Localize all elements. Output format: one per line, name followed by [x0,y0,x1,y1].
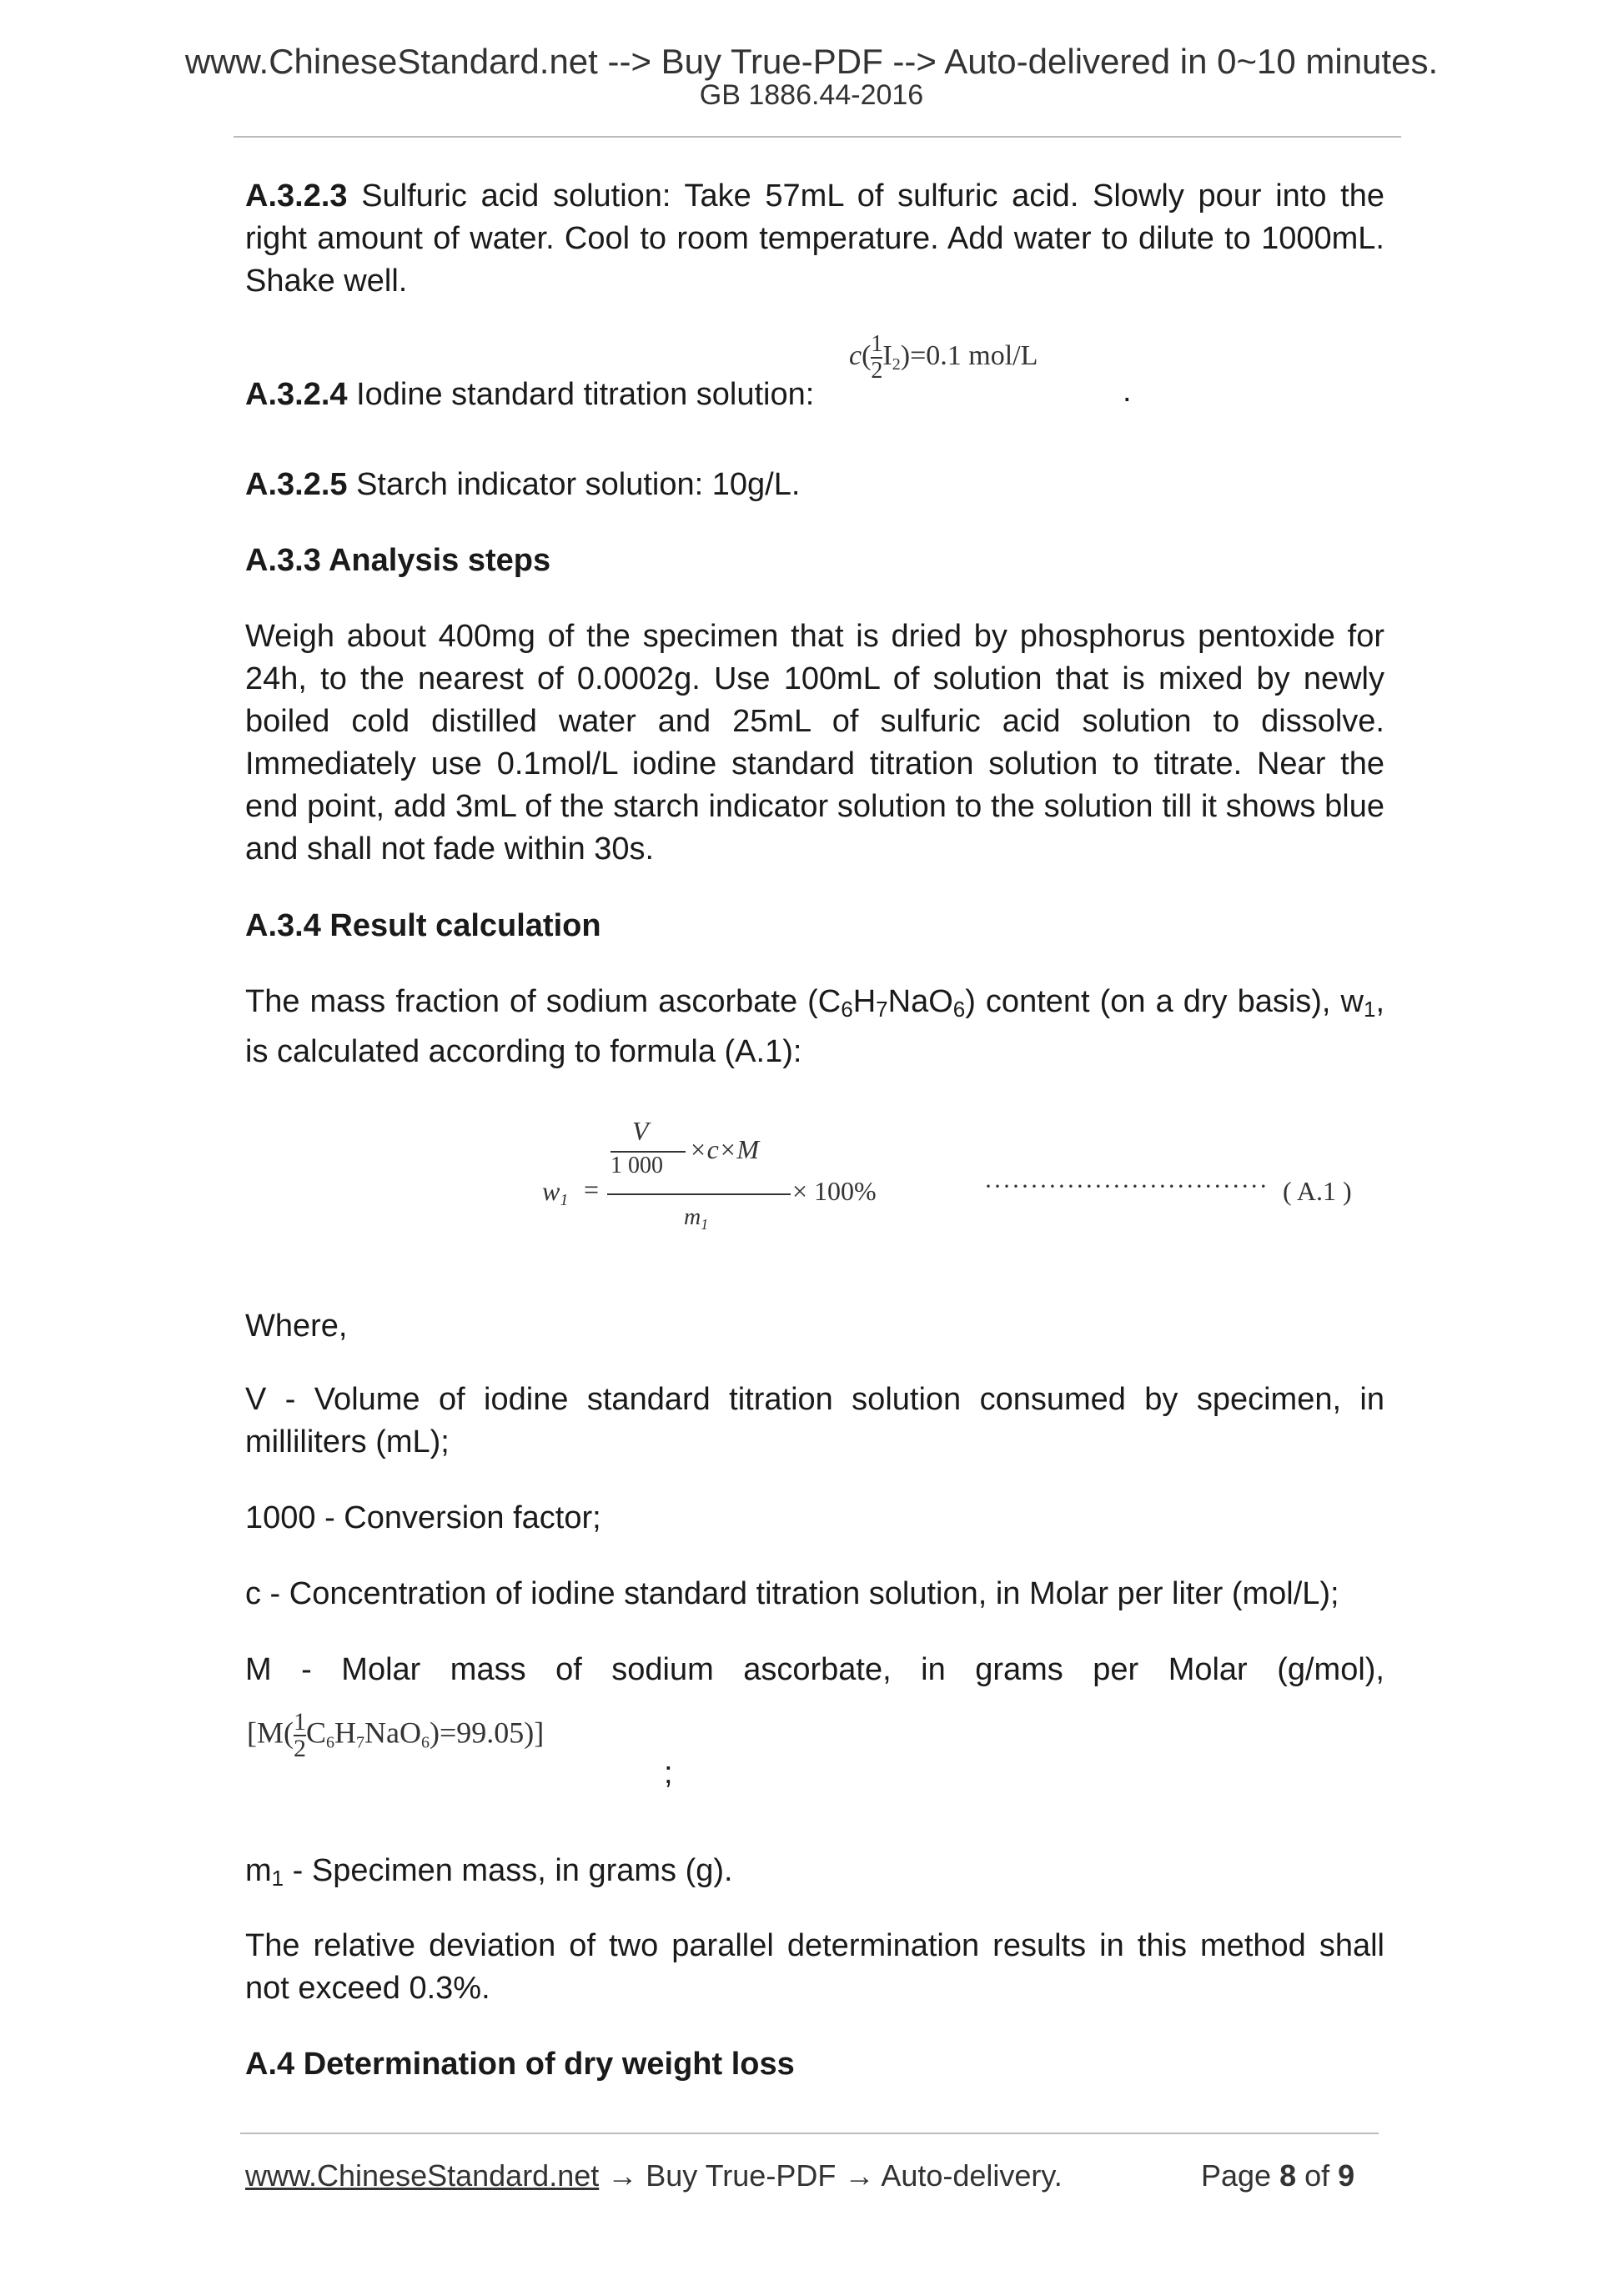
iodine-concentration-formula: c( $\frac{1}{2}$ $I_2)=0.1$ mol/L [849,331,1038,384]
clause-label: A.3.2.5 [245,467,348,502]
standard-number: GB 1886.44-2016 [699,79,924,111]
footer-site-link[interactable]: www.ChineseStandard.net [245,2158,600,2193]
clause-text: Sulfuric acid solution: Take 57mL of sulfuric acid. Slowly pour into the right amount of water. Cool to room temperature. Add water to dilute to 1000mL. Shake well. [245,178,1384,299]
relative-deviation: The relative deviation of two parallel determination results in this method shall not exceed 0.3%. [245,1928,1384,2006]
clause-text: Iodine standard titration solution: [347,377,815,412]
clause-text: Starch indicator solution: 10g/L. [347,467,801,502]
definition-M: M - Molar mass of sodium ascorbate, in grams per Molar (g/mol), [245,1652,1384,1687]
definition-1000: 1000 - Conversion factor; [245,1500,601,1535]
footer-links: www.ChineseStandard.net → Buy True-PDF → Auto-delivery. [245,2158,1063,2193]
analysis-steps-body: Weigh about 400mg of the specimen that is dried by phosphorus pentoxide for 24h, to the nearest of 0.0002g. Use 100mL of solution that is mixed by newly boiled cold distilled water and 25mL of sulfuric acid solution to dissolve. Immediately use 0.1mol/L iodine standard titration solution to titrate. Near the end point, add 3mL of the starch indicator solution to the solution till it shows blue and shall not fade within 30s. [245,619,1384,867]
clause-a325 [245,464,1384,506]
clause-end-period: . [1123,374,1132,409]
molar-mass-formula: [M( $\frac{1}{2}$ $C_6H_7NaO_6)=99.05$)] [247,1708,545,1762]
header-divider [234,136,1401,138]
site-banner: www.ChineseStandard.net --> Buy True-PDF --> Auto-delivered in 0~10 minutes. [184,42,1439,81]
definition-V: V - Volume of iodine standard titration solution consumed by specimen, in milliliters (mL); [245,1382,1384,1459]
formula-semicolon: ; [664,1756,673,1791]
heading-a4: A.4 Determination of dry weight loss [245,2047,795,2082]
definition-m1: $m_1$ - Specimen mass, in grams (g). [245,1853,733,1891]
footer-divider [240,2133,1379,2134]
clause-a323 [245,175,1384,303]
page-number: 8 [1279,2158,1297,2193]
clause-a324 [245,374,1384,416]
clause-label: A.3.2.4 [245,377,348,412]
clause-label: A.3.2.3 [245,178,348,214]
heading-a33: A.3.3 Analysis steps [245,543,551,578]
page-indicator: Page 8 of 9 [1201,2158,1355,2193]
result-calc-intro: The mass fraction of sodium ascorbate $(C_6H_7NaO_6)$ content (on a dry basis), $w_1$, is calculated according to formula (A.1): [245,984,1384,1069]
definition-c: c - Concentration of iodine standard titration solution, in Molar per liter (mol/L); [245,1576,1339,1611]
page-total: 9 [1338,2158,1355,2193]
heading-a34: A.3.4 Result calculation [245,908,601,943]
where-label: Where, [245,1309,348,1344]
formula-a1: $w_1$ = V 1 000 ×c×M $m_1$ × 100% ······························· ( A.1 ) [542,1116,1352,1233]
